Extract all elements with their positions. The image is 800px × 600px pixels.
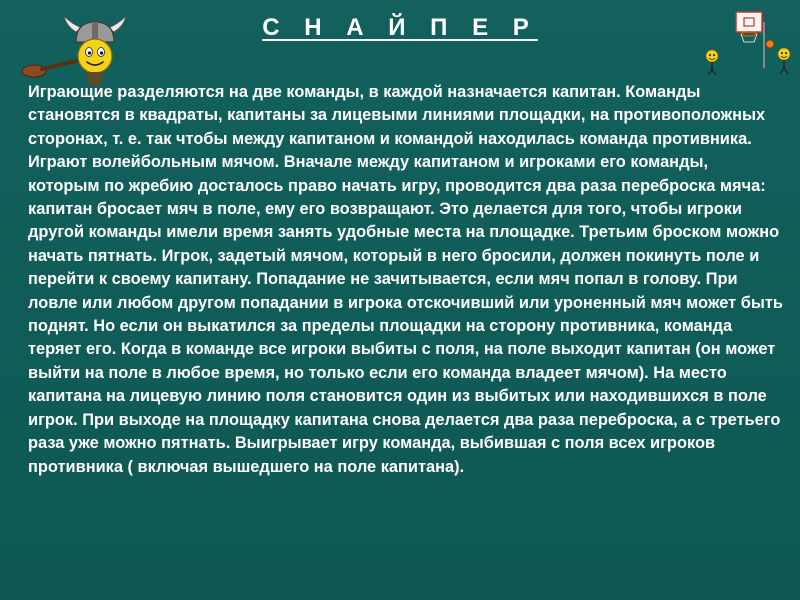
- basketball-hoop-smileys-icon: [700, 8, 796, 78]
- game-rules-text: Играющие разделяются на две команды, в каждой назначается капитан. Команды становятся в квадраты, капитаны за лицевыми линиями площадки, на противоположных сторонах, т. е. так чтобы между капитаном и командой находилась команда противника. Играют волейбольным мячом. Вначале между капитаном и игроками его команды, которым по жребию досталось право начать игру, проводится два раза переброска мяча: капитан бросает мяч в поле, ему его возвращают. Это делается для того, чтобы игроки другой команды имели время занять удобные места на площадке. Третьим броском можно начать пятнать. Игрок, задетый мячом, который в него бросили, должен покинуть поле и перейти к своему капитану. Попадание не зачитывается, если мяч попал в голову. При ловле или любом другом попадании в игрока отскочивший или уроненный мяч может быть поднят. Но если он выкатился за пределы площадки на сторону противника, команда теряет его. Когда в команде все игроки выбиты с поля, на поле выходит капитан (он может выйти на поле в любое время, но только если его команда владеет мячом). На место капитана на лицевую линию поля становится один из выбитых или находившихся в поле игрок. При выходе на площадку капитана снова делается два раза переброска, а с третьего раза уже можно пятнать. Выигрывает игру команда, выбившая с поля всех игроков противника ( включая вышедшего на поле капитана).: [28, 83, 783, 476]
- slide-title: С Н А Й П Е Р: [262, 14, 538, 41]
